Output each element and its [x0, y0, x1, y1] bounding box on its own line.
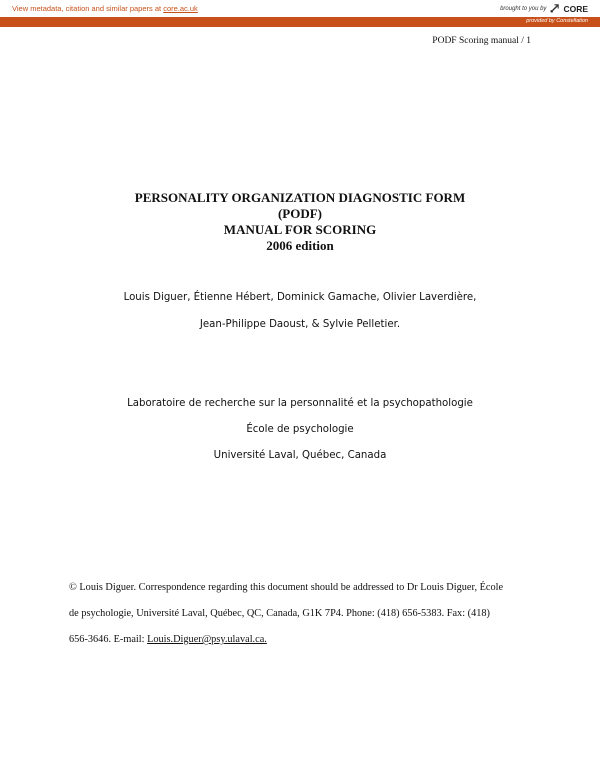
- core-link-text: View metadata, citation and similar papers at: [12, 4, 164, 13]
- affiliation-lab: Laboratoire de recherche sur la personnalité et la psychopathologie: [127, 398, 473, 409]
- title-line: (PODF): [277, 206, 323, 221]
- affiliation-university: Université Laval, Québec, Canada: [213, 450, 387, 461]
- affiliation-school: École de psychologie: [246, 424, 354, 435]
- core-logo-icon: [549, 3, 560, 14]
- core-banner: [0, 0, 600, 17]
- core-brand-label: CORE: [563, 3, 588, 14]
- title-edition: 2006 edition: [266, 238, 334, 253]
- title-line: MANUAL FOR SCORING: [223, 222, 377, 237]
- page-header: PODF Scoring manual / 1: [432, 36, 531, 46]
- email-link[interactable]: Louis.Diguer@psy.ulaval.ca.: [147, 634, 267, 645]
- provided-by-bar: [0, 17, 600, 27]
- core-metadata-link[interactable]: [12, 4, 198, 13]
- core-link-domain: core.ac.uk: [163, 4, 198, 13]
- title-line: PERSONALITY ORGANIZATION DIAGNOSTIC FORM: [134, 190, 466, 205]
- authors-line: Jean-Philippe Daoust, & Sylvie Pelletier.: [199, 319, 401, 330]
- footnote-line: [69, 627, 539, 653]
- brought-by-text: brought to you by: [500, 5, 547, 12]
- footnote-line: de psychologie, Université Laval, Québec, QC, Canada, G1K 7P4. Phone: (418) 656-5383. Fax: (418): [69, 608, 490, 619]
- footnote-line: © Louis Diguer. Correspondence regarding this document should be addressed to Dr Louis Diguer, École: [69, 582, 504, 593]
- correspondence-footnote: [69, 575, 539, 653]
- core-brand[interactable]: [500, 3, 588, 14]
- footnote-text: 656-3646. E-mail:: [69, 634, 148, 645]
- authors-line: Louis Diguer, Étienne Hébert, Dominick Gamache, Olivier Laverdière,: [123, 292, 477, 303]
- document-title: [0, 190, 600, 254]
- provided-by-text: provided by Constellation: [526, 18, 588, 24]
